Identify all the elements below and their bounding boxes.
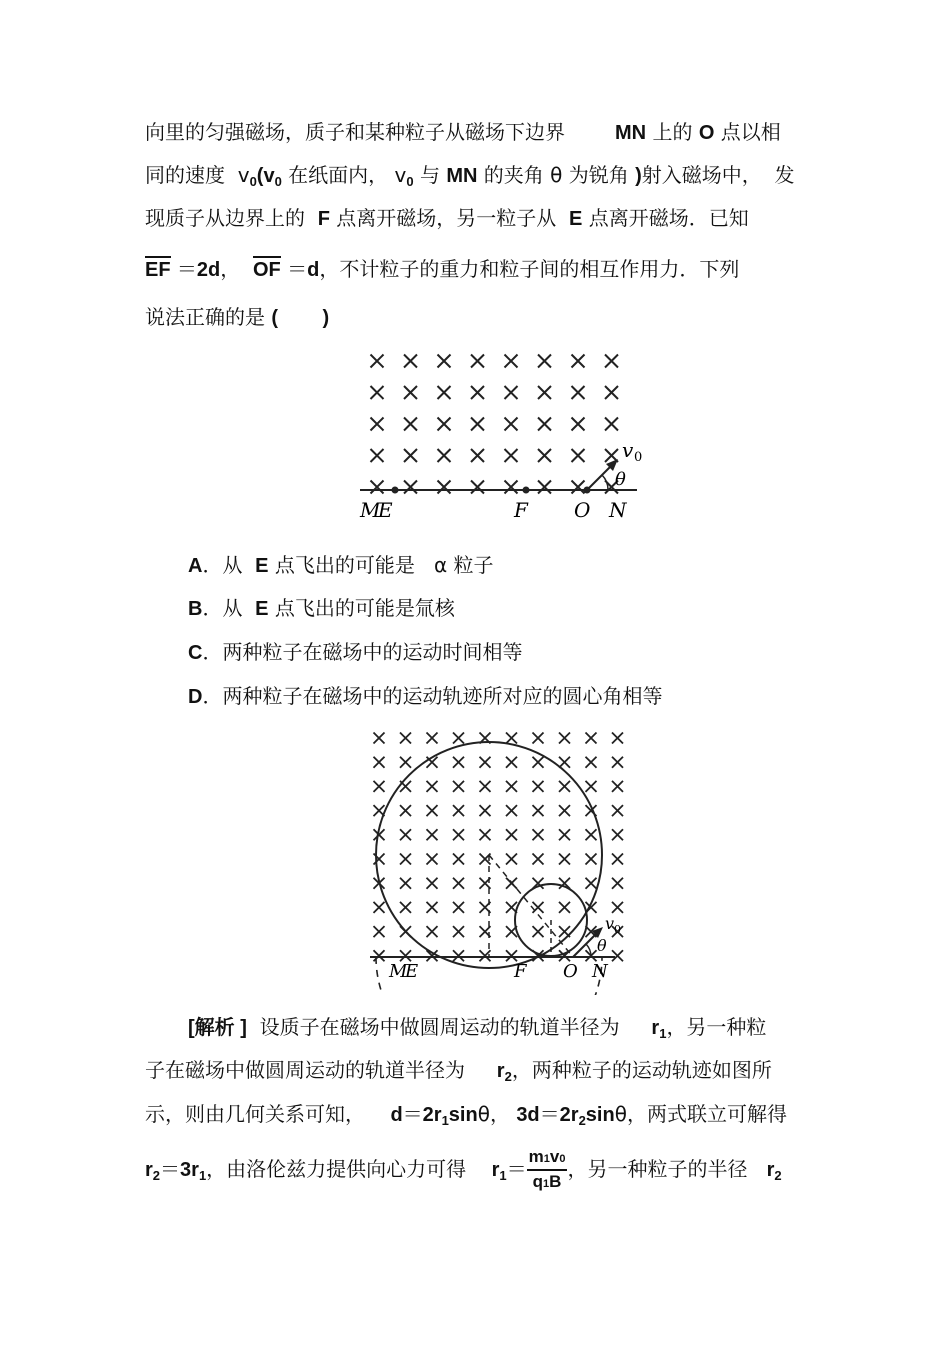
field-cross: [572, 449, 585, 462]
label-v-sub: 0: [614, 923, 621, 936]
label-e: E: [405, 961, 419, 982]
field-cross: [400, 878, 411, 889]
option-text: ．两种粒子在磁场中的运动时间相等: [202, 640, 523, 664]
f-label: F: [317, 208, 330, 230]
v-symbol: (v: [256, 165, 275, 187]
field-cross: [586, 854, 597, 865]
theta-arc: [602, 475, 608, 490]
field-cross: [400, 950, 411, 961]
r-symbol: r: [651, 1017, 660, 1039]
text: 点以相: [714, 120, 781, 144]
text: 现质子从边界上的: [145, 206, 318, 230]
magnetic-field-crosses: [371, 355, 619, 494]
problem-line-1: [145, 120, 781, 145]
text: 射入磁场中， 发: [641, 163, 795, 187]
text: 上的: [646, 120, 699, 144]
denominator: q: [532, 1171, 544, 1191]
field-cross: [612, 902, 623, 913]
field-cross: [533, 805, 544, 816]
o-label: O: [698, 122, 715, 144]
field-cross: [438, 386, 451, 399]
field-cross: [538, 386, 551, 399]
field-cross: [586, 781, 597, 792]
field-cross: [505, 386, 518, 399]
option-text: ．从: [202, 596, 256, 620]
field-cross: [400, 757, 411, 768]
equation: ＝: [539, 1102, 560, 1126]
equation: 3d: [516, 1104, 540, 1126]
e-label: E: [569, 208, 583, 230]
option-a[interactable]: [188, 553, 494, 578]
v-symbol: v: [237, 163, 250, 187]
field-cross: [533, 926, 544, 937]
field-cross: [612, 757, 623, 768]
subscript: 1: [543, 1177, 550, 1190]
subscript: 2: [504, 1069, 512, 1084]
v-symbol: v: [394, 163, 407, 187]
subscript: 1: [659, 1026, 667, 1041]
field-cross: [612, 781, 623, 792]
field-cross: [559, 757, 570, 768]
field-cross: [480, 805, 491, 816]
r-symbol: r: [491, 1159, 500, 1181]
field-cross: [427, 829, 438, 840]
value: 2d: [196, 259, 221, 281]
field-cross: [427, 926, 438, 937]
field-cross: [480, 757, 491, 768]
field-cross: [400, 902, 411, 913]
text: ，不计粒子的重力和粒子间的相互作用力．下列: [319, 257, 740, 281]
option-letter: D: [188, 686, 203, 708]
subscript: 0: [406, 174, 414, 189]
label-n: N: [592, 961, 608, 982]
field-cross: [559, 733, 570, 744]
label-n: N: [609, 498, 627, 522]
field-cross: [404, 418, 417, 431]
field-cross: [427, 781, 438, 792]
option-letter: C: [188, 642, 203, 664]
text: 设质子在磁场中做圆周运动的轨道半径为: [246, 1015, 652, 1039]
field-cross: [533, 781, 544, 792]
of-segment: OF: [253, 256, 281, 281]
equation: ＝: [402, 1102, 423, 1126]
numerator: m: [528, 1146, 544, 1166]
fraction: [527, 1147, 568, 1195]
field-cross: [374, 757, 385, 768]
problem-line-5: [145, 305, 329, 330]
label-v-sub: 0: [634, 450, 643, 465]
figure-1-diagram: [350, 345, 650, 525]
field-cross: [471, 418, 484, 431]
mn-label: MN: [446, 165, 478, 187]
text: ，两种粒子的运动轨迹如图所: [511, 1058, 772, 1082]
r-symbol: r: [766, 1159, 775, 1181]
equation: ＝: [506, 1157, 527, 1181]
field-cross: [559, 805, 570, 816]
field-cross: [427, 854, 438, 865]
field-cross: [400, 733, 411, 744]
field-cross: [453, 733, 464, 744]
option-b[interactable]: [188, 596, 455, 621]
field-cross: [605, 418, 618, 431]
field-cross: [533, 902, 544, 913]
field-cross: [586, 829, 597, 840]
equation: sin: [585, 1104, 615, 1126]
text: ，另一种粒: [666, 1015, 767, 1039]
option-letter: B: [188, 598, 203, 620]
field-cross: [605, 386, 618, 399]
option-text: 点飞出的可能是氚核: [268, 596, 455, 620]
problem-line-4: [145, 257, 739, 282]
field-cross: [438, 418, 451, 431]
field-cross: [533, 829, 544, 840]
field-cross: [404, 386, 417, 399]
field-cross: [374, 950, 385, 961]
field-cross: [533, 733, 544, 744]
equation: 2r: [559, 1104, 579, 1126]
text: 同的速度: [145, 163, 232, 187]
field-cross: [559, 829, 570, 840]
subscript: 2: [578, 1113, 586, 1128]
equation: 2r: [422, 1104, 442, 1126]
text: 向里的匀强磁场，质子和某种粒子从磁场下边界: [145, 120, 565, 144]
field-cross: [371, 355, 384, 368]
text: 与: [413, 163, 447, 187]
field-cross: [427, 902, 438, 913]
field-cross: [438, 481, 451, 494]
subscript: 0: [559, 1152, 566, 1165]
field-cross: [374, 733, 385, 744]
text: ＝: [170, 257, 197, 281]
field-cross: [572, 355, 585, 368]
field-cross: [374, 926, 385, 937]
field-cross: [471, 449, 484, 462]
field-cross: [559, 902, 570, 913]
text: 在纸面内，: [281, 163, 389, 187]
answer-blank: ( ): [271, 307, 330, 329]
field-cross: [438, 355, 451, 368]
field-cross: [505, 449, 518, 462]
subscript: 2: [774, 1168, 782, 1183]
equation: 3r: [180, 1159, 199, 1181]
subscript: 1: [441, 1113, 449, 1128]
field-cross: [506, 950, 517, 961]
field-cross: [480, 829, 491, 840]
solution-line-1: [188, 1015, 766, 1046]
field-cross: [612, 854, 623, 865]
field-cross: [453, 950, 464, 961]
field-cross: [506, 805, 517, 816]
field-cross: [572, 418, 585, 431]
field-cross: [505, 481, 518, 494]
label-m: M: [360, 498, 381, 522]
field-cross: [400, 854, 411, 865]
field-cross: [400, 805, 411, 816]
label-f: F: [514, 961, 527, 982]
field-cross: [506, 829, 517, 840]
paren: ): [635, 165, 642, 187]
subscript: 1: [499, 1168, 507, 1183]
text: 点离开磁场，另一粒子从: [329, 206, 570, 230]
label-o: O: [563, 961, 578, 982]
field-cross: [506, 757, 517, 768]
option-text: ．从: [202, 553, 256, 577]
field-cross: [612, 805, 623, 816]
text: 说法正确的是: [145, 305, 272, 329]
equation: d: [390, 1104, 403, 1126]
field-cross: [371, 481, 384, 494]
ef-segment: EF: [145, 256, 171, 281]
problem-line-3: [145, 206, 749, 231]
text: ，由洛伦兹力提供向心力可得: [206, 1157, 492, 1181]
option-c[interactable]: [188, 640, 522, 665]
field-cross: [471, 481, 484, 494]
field-cross: [559, 781, 570, 792]
field-cross: [480, 781, 491, 792]
field-cross: [572, 386, 585, 399]
field-cross: [612, 878, 623, 889]
label-o: O: [574, 498, 591, 522]
subscript: 0: [274, 174, 282, 189]
field-cross: [533, 757, 544, 768]
field-cross: [586, 733, 597, 744]
field-cross: [612, 733, 623, 744]
solution-line-2: [145, 1058, 772, 1089]
text: 点离开磁场．已知: [582, 206, 749, 230]
solution-line-4: [145, 1146, 782, 1199]
label-m: M: [389, 961, 408, 982]
field-cross: [505, 355, 518, 368]
point-f: [523, 487, 530, 494]
field-cross: [374, 781, 385, 792]
field-cross: [427, 733, 438, 744]
field-cross: [612, 950, 623, 961]
point-e: [392, 487, 399, 494]
field-cross: [612, 829, 623, 840]
text: ，另一种粒子的半径: [567, 1157, 767, 1181]
field-cross: [453, 805, 464, 816]
field-cross: [586, 878, 597, 889]
option-d[interactable]: [188, 684, 662, 709]
subscript: 1: [198, 1168, 207, 1183]
option-text: 点飞出的可能是 α 粒子: [268, 553, 494, 577]
option-bold: E: [255, 555, 269, 577]
field-cross: [453, 902, 464, 913]
field-cross: [400, 829, 411, 840]
field-cross: [371, 386, 384, 399]
field-cross: [404, 481, 417, 494]
solution-tag: [解析 ]: [188, 1017, 247, 1039]
field-cross: [453, 781, 464, 792]
field-cross: [453, 854, 464, 865]
mn-label: MN: [615, 122, 647, 144]
field-cross: [438, 449, 451, 462]
field-cross: [427, 805, 438, 816]
solution-line-3: [145, 1102, 787, 1133]
r-symbol: r: [496, 1060, 505, 1082]
text: 的夹角 θ 为锐角: [477, 163, 636, 187]
value: d: [307, 259, 320, 281]
label-theta: θ: [597, 936, 607, 955]
field-cross: [506, 854, 517, 865]
text: θ，两式联立可解得: [614, 1102, 787, 1126]
field-cross: [538, 355, 551, 368]
equation: sin: [448, 1104, 478, 1126]
subscript: 0: [249, 174, 257, 189]
figure-2-diagram: [365, 725, 635, 995]
label-e: E: [378, 498, 393, 522]
text: 示，则由几何关系可知，: [145, 1102, 391, 1126]
field-cross: [471, 355, 484, 368]
field-cross: [572, 481, 585, 494]
field-cross: [404, 355, 417, 368]
denominator: B: [549, 1171, 562, 1191]
r-symbol: r: [145, 1159, 153, 1181]
option-bold: E: [255, 598, 269, 620]
field-cross: [471, 386, 484, 399]
field-cross: [538, 449, 551, 462]
equation: ＝: [160, 1157, 181, 1181]
field-cross: [404, 449, 417, 462]
text: ＝: [280, 257, 308, 281]
subscript: 2: [152, 1168, 161, 1183]
field-cross: [538, 418, 551, 431]
field-cross: [605, 355, 618, 368]
field-cross: [427, 878, 438, 889]
option-letter: A: [188, 555, 203, 577]
label-f: F: [514, 498, 528, 522]
text: θ，: [477, 1102, 510, 1126]
field-cross: [371, 418, 384, 431]
field-cross: [506, 781, 517, 792]
field-cross: [586, 757, 597, 768]
label-theta: θ: [615, 469, 626, 490]
text: 子在磁场中做圆周运动的轨道半径为: [145, 1058, 497, 1082]
radius-to-o-dash: [489, 855, 573, 957]
field-cross: [374, 902, 385, 913]
label-v: v: [622, 438, 634, 462]
subscript: 1: [543, 1152, 550, 1165]
field-cross: [453, 926, 464, 937]
field-cross: [559, 854, 570, 865]
text: ，: [220, 257, 241, 281]
field-cross: [538, 481, 551, 494]
field-cross: [505, 418, 518, 431]
label-v: v: [605, 914, 615, 933]
problem-line-2: [145, 163, 795, 194]
option-text: ．两种粒子在磁场中的运动轨迹所对应的圆心角相等: [202, 684, 663, 708]
field-cross: [453, 757, 464, 768]
field-cross: [533, 854, 544, 865]
field-cross: [506, 733, 517, 744]
field-cross: [371, 449, 384, 462]
field-cross: [453, 829, 464, 840]
numerator: v: [549, 1146, 560, 1166]
field-cross: [453, 878, 464, 889]
